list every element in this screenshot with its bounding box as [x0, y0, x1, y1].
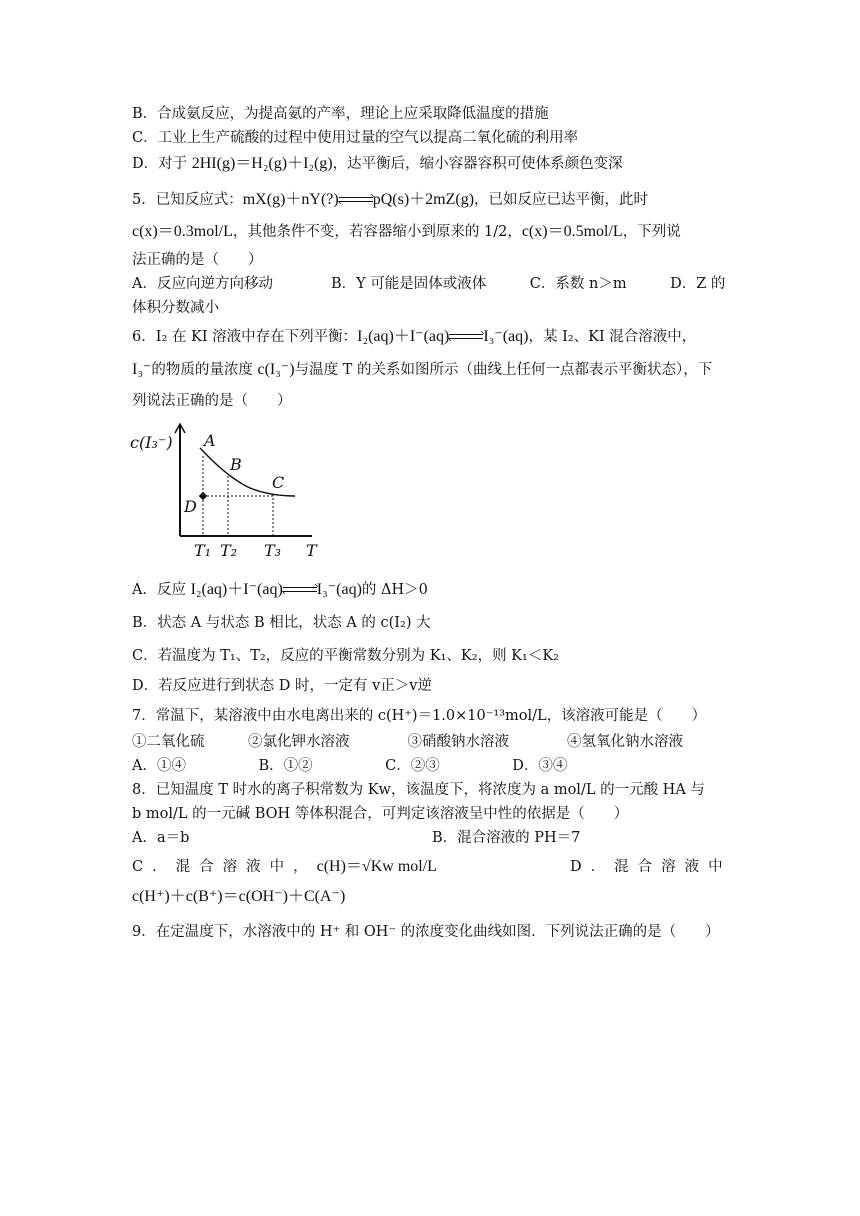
q6-tail: 与温度 T 的关系如图所示（曲线上任何一点都表示平衡状态），下 [294, 362, 713, 378]
option-d-equation: 2HI(g)＝H₂(g)＋I₂(g) [191, 155, 333, 172]
q5-prefix: 5．已知反应式： [132, 192, 243, 208]
q5-concentration-1: c(x)＝0.3mol/L [132, 223, 233, 240]
q6a-prefix: A．反应 [132, 582, 191, 598]
question-6-option-b: B．状态 A 与状态 B 相比，状态 A 的 c(I₂) 大 [132, 615, 431, 631]
q5-tail: ，下列说 [622, 224, 681, 240]
question-6-line3: 列说法正确的是（ ） [132, 393, 292, 409]
question-5-option-d-cont: 体积分数减小 [132, 300, 219, 316]
question-6-line2 [132, 360, 712, 380]
q6a-eq-left: I₂(aq)＋I⁻(aq) [190, 581, 283, 598]
option-c: C．工业上生产硫酸的过程中使用过量的空气以提高二氧化硫的利用率 [132, 130, 579, 146]
point-label-c: C [272, 473, 285, 492]
q5-eq-left: mX(g)＋nY(?) [242, 191, 339, 208]
q6-middle: 的物质的量浓度 [151, 362, 258, 378]
q6a-eq-right: I₃⁻(aq) [316, 581, 362, 598]
question-7: 7．常温下，某溶液中由水电离出来的 c(H⁺)＝1.0×10⁻¹³mol/L，该溶液可能是（ ） [132, 708, 707, 724]
question-5-line3: 法正确的是（ ） [132, 252, 263, 268]
q8c-prefix: C．混合溶液中， [132, 859, 317, 875]
x-axis-label: T [306, 541, 317, 560]
question-6-option-d: D．若反应进行到状态 D 时，一定有 v正＞v逆 [132, 678, 432, 694]
question-8-line2: b mol/L 的一元碱 BOH 等体积混合，可判定该溶液呈中性的依据是（ ） [132, 806, 629, 822]
question-8-line1: 8．已知温度 T 时水的离子积常数为 Kw，该温度下，将浓度为 a mol/L 的一元酸 HA 与 [132, 782, 705, 798]
y-axis-label: c(I₃⁻) [130, 433, 173, 452]
x-tick-t3: T₃ [264, 541, 282, 560]
point-label-b: B [230, 455, 242, 474]
question-7-options: A．①④ B．①② C．②③ D．③④ [132, 758, 568, 774]
q6-c-i3: c(I₃⁻) [257, 361, 295, 378]
q6a-suffix: 的 ΔH＞0 [361, 582, 428, 598]
concentration-temperature-chart [130, 418, 330, 564]
x-tick-t1: T₁ [194, 541, 212, 560]
option-d [132, 154, 623, 174]
point-d-marker [199, 492, 207, 500]
q5-concentration-2: c(x)＝0.5mol/L [521, 223, 623, 240]
equilibrium-arrow-icon [339, 194, 373, 206]
q5-suffix: ，已如反应已达平衡，此时 [474, 192, 649, 208]
point-label-d: D [184, 497, 197, 516]
chart-svg [130, 418, 330, 564]
q5-eq-right: pQ(s)＋2mZ(g) [372, 191, 475, 208]
x-tick-t2: T₂ [220, 541, 238, 560]
q6-eq-left: I₂(aq)＋I⁻(aq) [357, 328, 450, 345]
question-6-line1 [132, 327, 696, 347]
question-8-option-d-math: c(H⁺)＋c(B⁺)＝c(OH⁻)＋C(A⁻) [132, 888, 346, 905]
question-9: 9．在定温度下，水溶液中的 H⁺ 和 OH⁻ 的浓度变化曲线如图．下列说法正确的是（ ） [132, 924, 720, 940]
point-label-a: A [204, 431, 216, 450]
q8c-math: c(H)＝√Kw mol/L [316, 858, 437, 875]
question-8-option-d: D．混合溶液中 [570, 859, 732, 875]
option-b: B．合成氨反应，为提高氨的产率，理论上应采取降低温度的措施 [132, 106, 549, 122]
q6-eq-right: I₃⁻(aq) [483, 328, 529, 345]
question-5-line1 [132, 190, 648, 210]
q6-suffix: ，某 I₂、KI 混合溶液中， [528, 329, 697, 345]
equilibrium-arrow-icon [283, 584, 317, 596]
q6-prefix: 6．I₂ 在 KI 溶液中存在下列平衡： [132, 329, 358, 345]
question-8-option-a: A．a＝b [132, 830, 190, 846]
question-5-line2 [132, 222, 681, 242]
equilibrium-arrow-icon [449, 331, 483, 343]
q6-i3: I₃⁻ [132, 361, 152, 378]
question-7-items: ①二氧化硫 ②氯化钾水溶液 ③硝酸钠水溶液 ④氢氧化钠水溶液 [132, 734, 683, 750]
question-6-option-c: C．若温度为 T₁、T₂，反应的平衡常数分别为 K₁、K₂，则 K₁＜K₂ [132, 648, 559, 664]
option-d-prefix: D．对于 [132, 156, 192, 172]
question-8-option-b: B．混合溶液的 PH＝7 [432, 830, 581, 846]
question-6-option-a [132, 580, 428, 600]
question-5-options: A．反应向逆方向移动 B．Y 可能是固体或液体 C．系数 n＞m D．Z 的 [132, 276, 726, 292]
q5-middle: ，其他条件不变，若容器缩小到原来的 1/2， [232, 224, 522, 240]
question-8-option-c [132, 857, 437, 877]
option-d-suffix: ，达平衡后，缩小容器容积可使体系颜色变深 [332, 156, 623, 172]
